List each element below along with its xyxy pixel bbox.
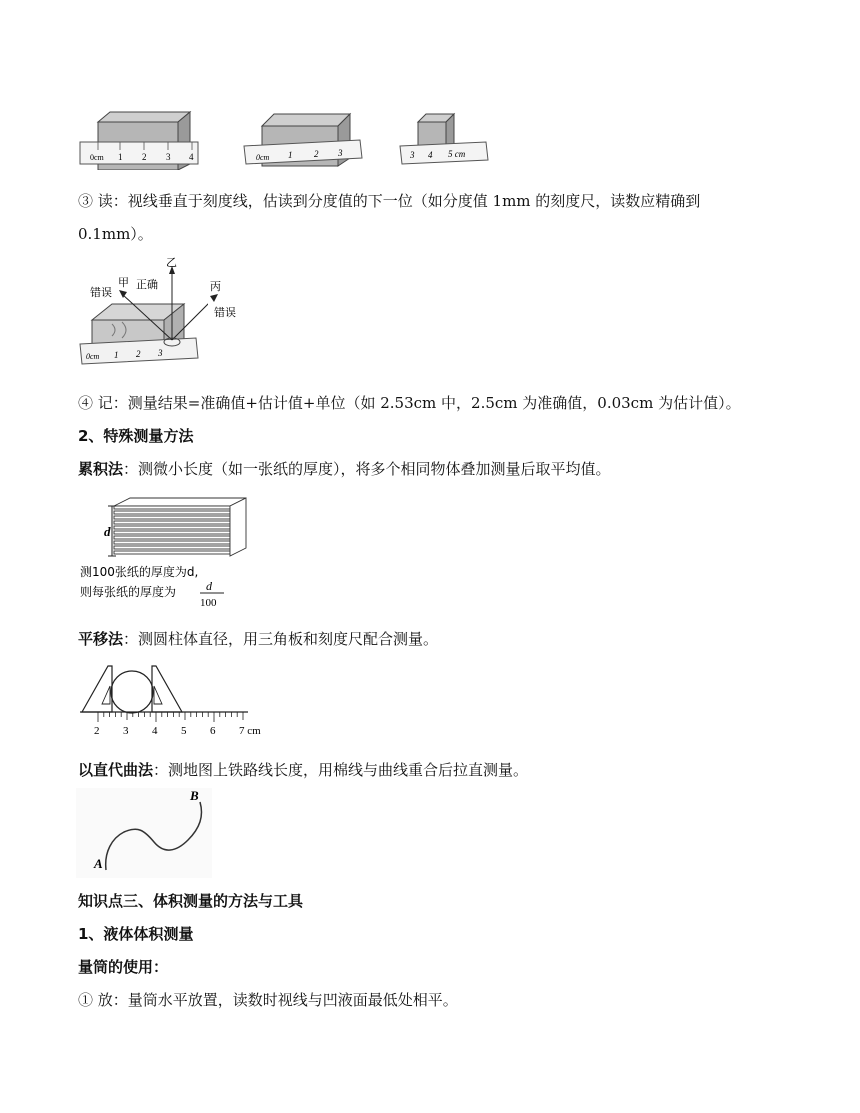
ruler-label: 2 xyxy=(314,149,319,159)
thickness-label-d: d xyxy=(104,524,111,539)
curve-label-b: B xyxy=(190,788,199,803)
step3-line2: 0.1mm）。 xyxy=(78,225,153,243)
ruler-label: 4 xyxy=(152,725,158,737)
accumulate-method-line xyxy=(78,459,611,479)
cylinder-triangle-figure xyxy=(78,662,278,742)
ruler-label: 4 xyxy=(428,150,433,160)
ruler-label: 3 xyxy=(123,725,129,737)
ruler-label: 5 xyxy=(181,725,187,737)
fraction-denominator: 100 xyxy=(200,597,217,609)
paper-caption-1: 测100张纸的厚度为d, xyxy=(80,565,199,579)
section3-heading: 知识点三、体积测量的方法与工具 xyxy=(78,892,304,910)
curve-term: 以直代曲法 xyxy=(78,761,154,779)
ruler-label: 3 xyxy=(166,152,171,162)
curve-description: ：测地图上铁路线长度，用棉线与曲线重合后拉直测量。 xyxy=(153,761,529,779)
paper-stack-figure xyxy=(78,496,248,612)
block-figure-2 xyxy=(244,114,362,166)
fraction-numerator: d xyxy=(206,579,212,593)
ruler-label: 0cm xyxy=(90,153,104,162)
paper-caption-2: 则每张纸的厚度为 xyxy=(80,585,177,599)
label-bing: 丙 xyxy=(210,280,221,293)
ruler-label: 7 cm xyxy=(239,725,261,737)
ruler-label: 6 xyxy=(210,725,216,737)
accumulate-description: ：测微小长度（如一张纸的厚度），将多个相同物体叠加测量后取平均值。 xyxy=(123,460,611,478)
block-figure-3 xyxy=(400,114,488,164)
ruler-label: 1 xyxy=(118,152,123,162)
accumulate-term: 累积法 xyxy=(78,460,124,478)
section2-heading: 2、特殊测量方法 xyxy=(78,427,194,445)
ruler-label: 3 xyxy=(338,148,343,158)
reading-view-figure xyxy=(78,256,208,370)
ruler-label: 3 xyxy=(158,348,163,358)
translate-term: 平移法 xyxy=(78,630,124,648)
label-yi: 乙 xyxy=(166,256,177,269)
curve-label-a: A xyxy=(94,856,103,871)
ruler-label: 1 xyxy=(114,350,119,360)
reading-view-figure-right xyxy=(208,278,248,322)
cylinder-heading: 量筒的使用： xyxy=(78,958,169,976)
ruler-label: 5 cm xyxy=(448,149,466,159)
ruler-label: 3 xyxy=(410,150,415,160)
ruler-label: 0cm xyxy=(86,352,100,361)
label-jia: 甲 xyxy=(118,276,129,289)
label-correct: 正确 xyxy=(136,278,158,291)
step3-line1: ③ 读：视线垂直于刻度线，估读到分度值的下一位（如分度值 1mm 的刻度尺，读数应精确到 xyxy=(78,192,701,210)
ruler-label: 1 xyxy=(288,150,293,160)
curve-path-figure xyxy=(74,786,214,880)
ruler-label: 4 xyxy=(189,152,194,162)
sub1-heading: 1、液体体积测量 xyxy=(78,925,194,943)
ruler-label: 2 xyxy=(136,349,141,359)
step4-text: ④ 记：测量结果=准确值+估计值+单位（如 2.53cm 中，2.5cm 为准确值，0.03cm 为估计值）。 xyxy=(78,394,741,412)
ruler-block-figures xyxy=(78,108,498,170)
ruler-label: 0cm xyxy=(256,153,270,162)
block-figure-1 xyxy=(80,112,198,170)
ruler-label: 2 xyxy=(142,152,147,162)
translate-method-line xyxy=(78,629,438,649)
translate-description: ：测圆柱体直径，用三角板和刻度尺配合测量。 xyxy=(123,630,439,648)
ruler-label: 2 xyxy=(94,725,100,737)
curve-method-line xyxy=(78,760,528,780)
label-wrong-left: 错误 xyxy=(90,286,112,299)
step1-text: ① 放：量筒水平放置，读数时视线与凹液面最低处相平。 xyxy=(78,991,458,1009)
label-wrong-right: 错误 xyxy=(214,306,236,319)
